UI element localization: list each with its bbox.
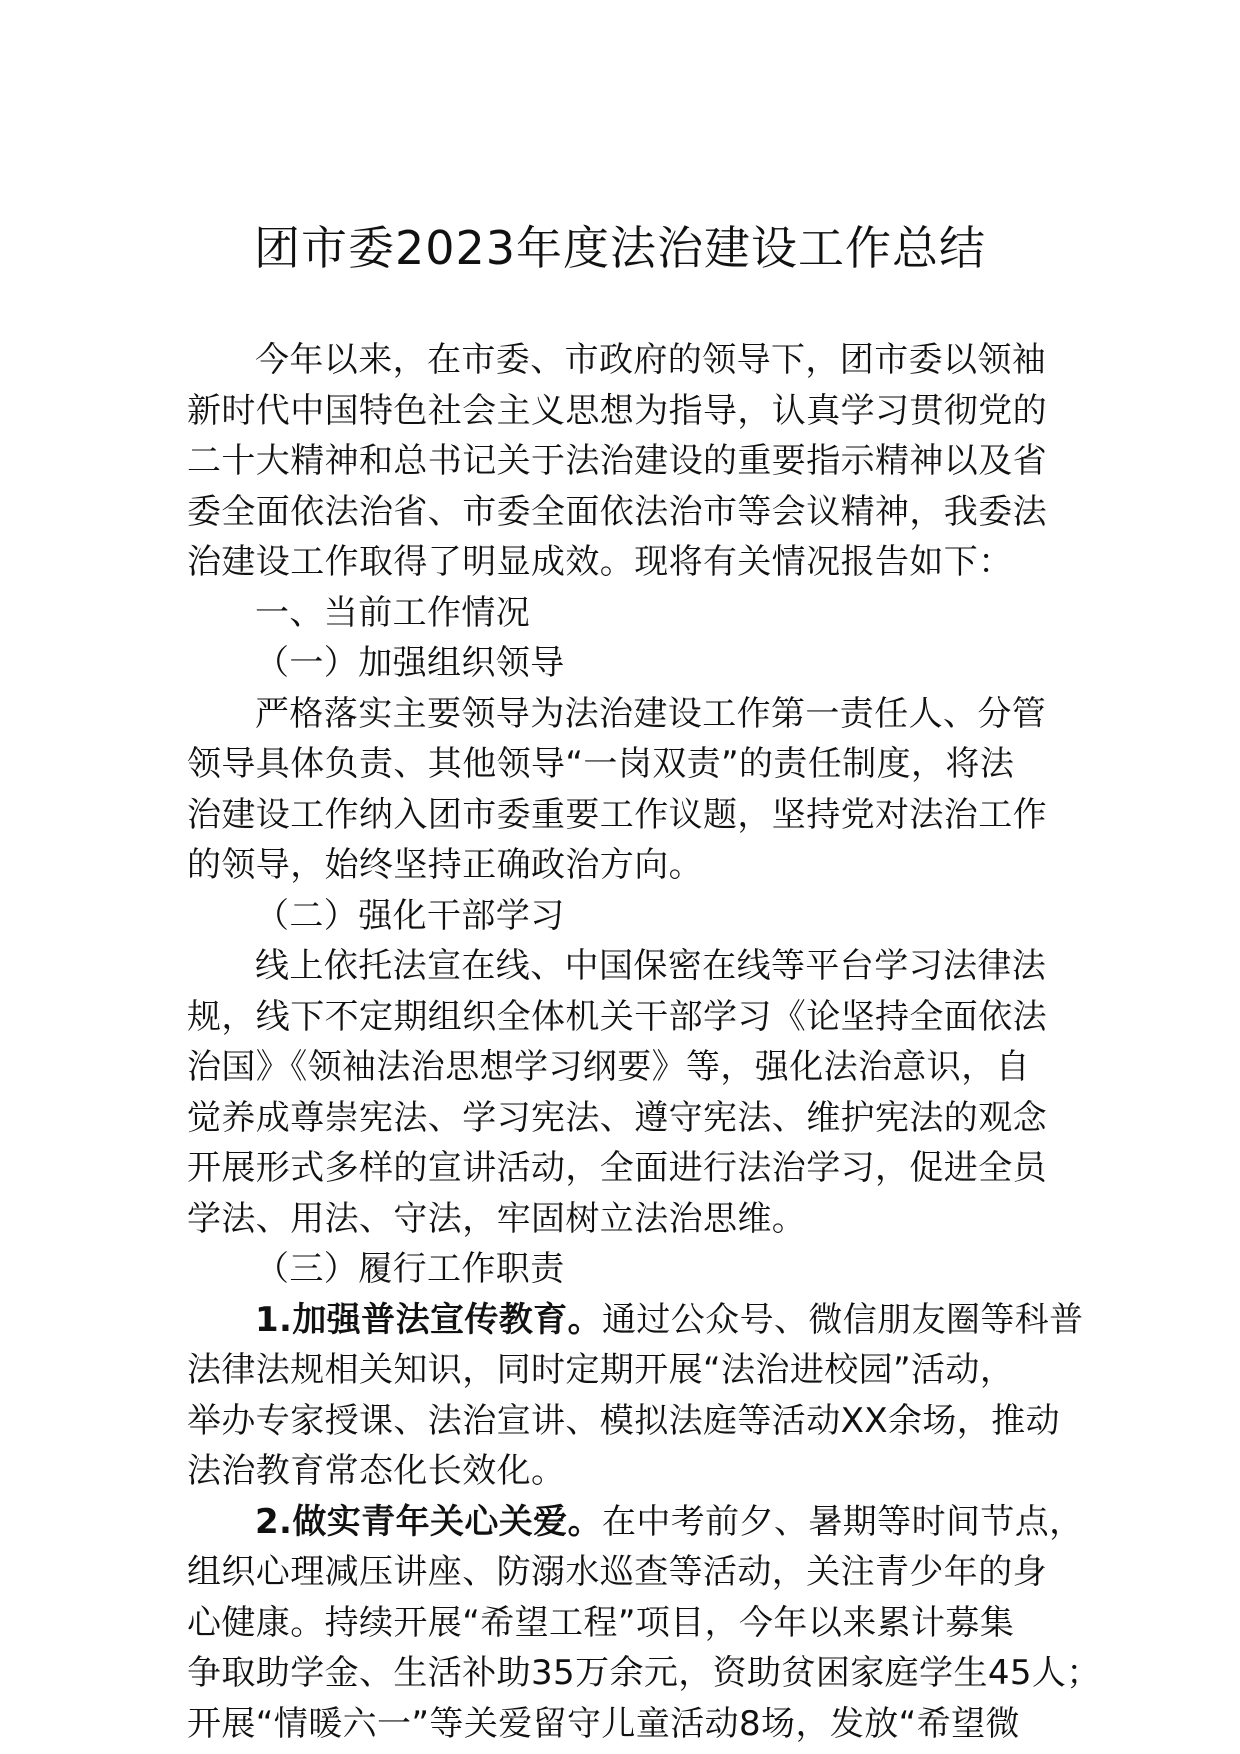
subsection-heading-cadre-learning: （二）强化干部学习: [255, 895, 565, 936]
subsection-heading-organization: （一）加强组织领导: [255, 643, 565, 683]
paragraph-learning-line-5: 开展形式多样的宣讲活动，全面进行法治学习，促进全员: [187, 1148, 1047, 1188]
section-heading-current-work: 一、当前工作情况: [255, 592, 531, 633]
paragraph-legal-education-line-3: 举办专家授课、法治宣讲、模拟法庭等活动XX余场，推动: [187, 1400, 1060, 1441]
paragraph-youth-care-line-2: 组织心理减压讲座、防溺水巡查等活动，关注青少年的身: [187, 1552, 1047, 1592]
paragraph-youth-care-line-5: 开展“情暖六一”等关爱留守儿童活动8场，发放“希望微: [187, 1703, 1020, 1744]
document-title: 团市委2023年度法治建设工作总结: [253, 221, 987, 275]
paragraph-learning-line-4: 觉养成尊崇宪法、学习宪法、遵守宪法、维护宪法的观念: [187, 1097, 1047, 1138]
paragraph-learning-line-3: 治国》《领袖法治思想学习纲要》等，强化法治意识，自: [187, 1047, 1030, 1087]
paragraph-intro-line-1: 今年以来，在市委、市政府的领导下，团市委以领袖: [255, 340, 1047, 380]
paragraph-organization-line-1: 严格落实主要领导为法治建设工作第一责任人、分管: [255, 693, 1047, 734]
paragraph-learning-line-2: 规，线下不定期组织全体机关干部学习《论坚持全面依法: [187, 996, 1047, 1037]
paragraph-intro-line-2: 新时代中国特色社会主义思想为指导，认真学习贯彻党的: [187, 390, 1047, 431]
paragraph-youth-care-line-3: 心健康。持续开展“希望工程”项目，今年以来累计募集: [187, 1602, 1015, 1643]
paragraph-youth-care-line-4: 争取助学金、生活补助35万余元，资助贫困家庭学生45人；: [187, 1653, 1101, 1693]
paragraph-organization-line-2: 领导具体负责、其他领导“一岗双责”的责任制度，将法: [187, 744, 1015, 784]
paragraph-legal-education-text: 通过公众号、微信朋友圈等科普: [601, 1299, 1084, 1340]
paragraph-intro-line-3: 二十大精神和总书记关于法治建设的重要指示精神以及省: [187, 441, 1047, 481]
paragraph-legal-education-line-1: [187, 1295, 1084, 1346]
paragraph-legal-education-line-4: 法治教育常态化长效化。: [187, 1451, 566, 1491]
paragraph-intro-line-4: 委全面依法治省、市委全面依法治市等会议精神，我委法: [187, 491, 1047, 532]
item-heading-youth-care: 2.做实青年关心关爱。: [255, 1501, 602, 1542]
paragraph-learning-line-6: 学法、用法、守法，牢固树立法治思维。: [187, 1198, 807, 1239]
item-heading-legal-education: 1.加强普法宣传教育。: [255, 1299, 602, 1340]
paragraph-youth-care-line-1: [187, 1497, 1084, 1548]
subsection-heading-duties: （三）履行工作职责: [255, 1249, 565, 1289]
document-body: [187, 335, 1101, 1749]
paragraph-intro-line-5: 治建设工作取得了明显成效。现将有关情况报告如下：: [187, 542, 1013, 582]
paragraph-organization-line-3: 治建设工作纳入团市委重要工作议题，坚持党对法治工作: [187, 794, 1047, 835]
paragraph-organization-line-4: 的领导，始终坚持正确政治方向。: [187, 845, 703, 885]
paragraph-learning-line-1: 线上依托法宣在线、中国保密在线等平台学习法律法: [255, 946, 1047, 986]
paragraph-legal-education-line-2: 法律法规相关知识，同时定期开展“法治进校园”活动，: [187, 1350, 1015, 1390]
paragraph-youth-care-text: 在中考前夕、暑期等时间节点，: [601, 1501, 1084, 1542]
